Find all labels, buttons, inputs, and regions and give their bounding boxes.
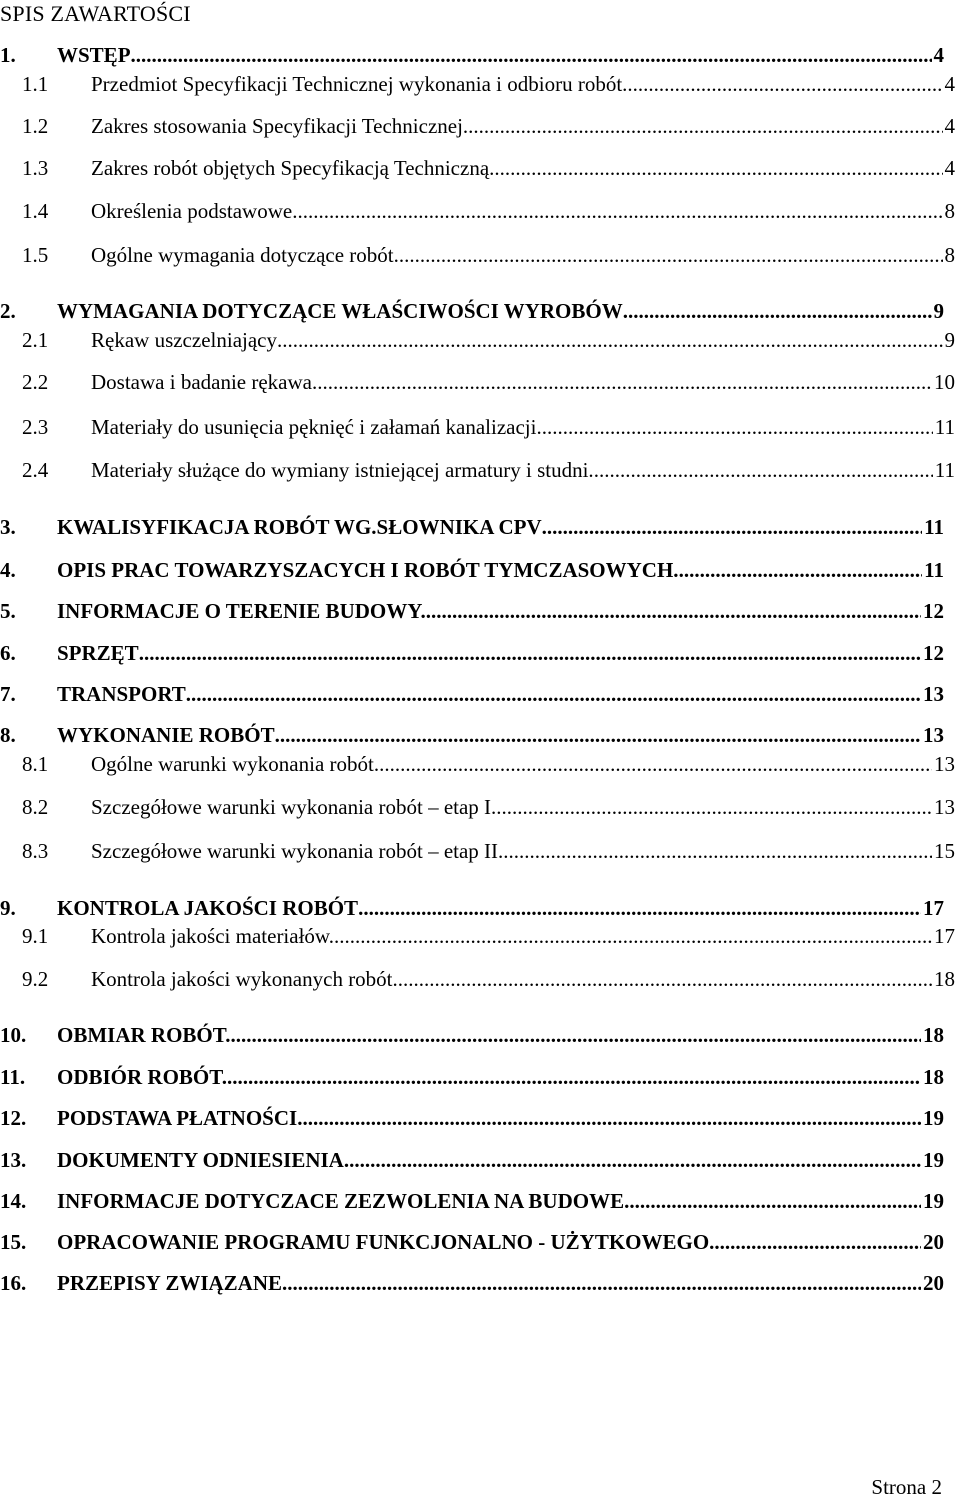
toc-title: Zakres stosowania Specyfikacji Technicznej xyxy=(91,114,463,138)
toc-page-number: 18 xyxy=(934,967,955,991)
toc-title: INFORMACJE DOTYCZACE ZEZWOLENIA NA BUDOWE. xyxy=(57,1189,630,1213)
toc-page-number: 18 xyxy=(923,1065,944,1089)
toc-title: Określenia podstawowe. xyxy=(91,199,298,223)
toc-subsection[interactable] xyxy=(22,966,955,992)
toc-page-number: 11 xyxy=(924,558,944,582)
toc-section[interactable] xyxy=(0,681,944,707)
toc-title: Szczegółowe warunki wykonania robót – etap II. xyxy=(91,839,504,863)
dot-leader xyxy=(623,298,932,324)
toc-page-number: 15 xyxy=(934,839,955,863)
toc-section[interactable] xyxy=(0,1147,944,1173)
toc-page-number: 4 xyxy=(944,114,955,138)
toc-number: 2.3 xyxy=(22,415,49,439)
toc-number: 2.1 xyxy=(22,328,49,352)
toc-title: Materiały służące do wymiany istniejącej armatury i studni. xyxy=(91,458,594,482)
page-footer: Strona 2 xyxy=(871,1475,942,1499)
toc-number: 16. xyxy=(0,1271,27,1295)
toc-section[interactable] xyxy=(0,514,944,540)
toc-number: 8.3 xyxy=(22,839,49,863)
toc-section[interactable] xyxy=(0,722,944,748)
toc-section[interactable] xyxy=(0,298,944,324)
toc-heading: SPIS ZAWARTOŚCI xyxy=(0,1,191,26)
toc-section[interactable] xyxy=(0,42,944,68)
toc-section[interactable] xyxy=(0,895,944,921)
toc-page-number: 13 xyxy=(923,723,944,747)
toc-page-number: 8 xyxy=(944,199,955,223)
dot-leader xyxy=(426,598,921,624)
toc-number: 1.5 xyxy=(22,243,49,267)
dot-leader xyxy=(398,966,932,992)
toc-number: 8.1 xyxy=(22,752,49,776)
toc-page-number: 19 xyxy=(923,1189,944,1213)
toc-title: KONTROLA JAKOŚCI ROBÓT xyxy=(57,896,359,920)
toc-title: WSTĘP xyxy=(57,43,131,67)
toc-number: 6. xyxy=(0,641,16,665)
toc-page-number: 17 xyxy=(923,896,944,920)
toc-title: INFORMACJE O TERENIE BUDOWY. xyxy=(57,599,426,623)
toc-number: 1.1 xyxy=(22,72,49,96)
toc-title: Dostawa i badanie rękawa xyxy=(91,370,312,394)
toc-title: TRANSPORT xyxy=(57,682,186,706)
toc-number: 14. xyxy=(0,1189,27,1213)
toc-section[interactable] xyxy=(0,640,944,666)
toc-page-number: 13 xyxy=(934,752,955,776)
toc-page-number: 17 xyxy=(934,924,955,948)
toc-title: OPIS PRAC TOWARZYSZACYCH I ROBÓT TYMCZASOWYCH. xyxy=(57,558,679,582)
toc-page-number: 12 xyxy=(923,641,944,665)
toc-section[interactable] xyxy=(0,598,944,624)
toc-number: 12. xyxy=(0,1106,27,1130)
dot-leader xyxy=(277,327,943,353)
dot-leader xyxy=(297,1105,921,1131)
toc-title: DOKUMENTY ODNIESIENIA. xyxy=(57,1148,350,1172)
dot-leader xyxy=(227,1064,921,1090)
toc-subsection[interactable] xyxy=(22,457,955,483)
toc-number: 10. xyxy=(0,1023,27,1047)
dot-leader xyxy=(594,457,933,483)
toc-subsection[interactable] xyxy=(22,155,955,181)
toc-number: 2.4 xyxy=(22,458,49,482)
toc-title: Ogólne warunki wykonania robót. xyxy=(91,752,380,776)
dot-leader xyxy=(349,1147,921,1173)
dot-leader xyxy=(287,1270,921,1296)
dot-leader xyxy=(679,557,923,583)
toc-number: 13. xyxy=(0,1148,27,1172)
dot-leader xyxy=(312,369,932,395)
toc-number: 3. xyxy=(0,515,16,539)
dot-leader xyxy=(131,42,932,68)
toc-section[interactable] xyxy=(0,557,944,583)
toc-page-number: 13 xyxy=(923,682,944,706)
dot-leader xyxy=(496,794,932,820)
toc-title: WYKONANIE ROBÓT xyxy=(57,723,275,747)
toc-number: 9. xyxy=(0,896,16,920)
toc-subsection[interactable] xyxy=(22,71,955,97)
dot-leader xyxy=(394,242,943,268)
toc-page-number: 11 xyxy=(934,458,955,482)
toc-subsection[interactable] xyxy=(22,923,955,949)
toc-number: 9.1 xyxy=(22,924,49,948)
toc-title: OPRACOWANIE PROGRAMU FUNKCJONALNO - UŻYTKOWEGO. xyxy=(57,1230,715,1254)
toc-subsection[interactable] xyxy=(22,369,955,395)
toc-title: ODBIÓR ROBÓT. xyxy=(57,1065,227,1089)
toc-title: SPRZĘT xyxy=(57,641,139,665)
toc-subsection[interactable] xyxy=(22,794,955,820)
toc-page-number: 9 xyxy=(944,328,955,352)
toc-title: WYMAGANIA DOTYCZĄCE WŁAŚCIWOŚCI WYROBÓW xyxy=(57,299,623,323)
toc-page-number: 4 xyxy=(933,43,944,67)
toc-page-number: 10 xyxy=(934,370,955,394)
toc-number: 5. xyxy=(0,599,16,623)
dot-leader xyxy=(230,1022,921,1048)
toc-title: PODSTAWA PŁATNOŚCI xyxy=(57,1106,298,1130)
dot-leader xyxy=(275,722,921,748)
dot-leader xyxy=(542,514,923,540)
toc-number: 9.2 xyxy=(22,967,49,991)
toc-title: OBMIAR ROBÓT. xyxy=(57,1023,231,1047)
toc-title: Zakres robót objętych Specyfikacją Techniczną xyxy=(91,156,490,180)
dot-leader xyxy=(463,113,943,139)
toc-page-number: 19 xyxy=(923,1106,944,1130)
toc-title: Rękaw uszczelniający xyxy=(91,328,277,352)
toc-page-number: 13 xyxy=(934,795,955,819)
dot-leader xyxy=(503,838,932,864)
toc-number: 1.2 xyxy=(22,114,49,138)
dot-leader xyxy=(489,155,942,181)
dot-leader xyxy=(139,640,921,666)
toc-section[interactable] xyxy=(0,1188,944,1214)
dot-leader xyxy=(334,923,932,949)
dot-leader xyxy=(714,1229,921,1255)
toc-title: PRZEPISY ZWIĄZANE. xyxy=(57,1271,288,1295)
toc-page-number: 12 xyxy=(923,599,944,623)
toc-number: 2. xyxy=(0,299,16,323)
dot-leader xyxy=(297,198,942,224)
toc-title: Materiały do usunięcia pęknięć i załamań kanalizacji xyxy=(91,415,537,439)
toc-title: KWALISYFIKACJA ROBÓT WG.SŁOWNIKA CPV xyxy=(57,515,542,539)
toc-page-number: 20 xyxy=(923,1271,944,1295)
toc-subsection[interactable] xyxy=(22,414,955,440)
toc-page-number: 9 xyxy=(933,299,944,323)
toc-subsection[interactable] xyxy=(22,751,955,777)
toc-number: 1.4 xyxy=(22,199,49,223)
toc-page-number: 20 xyxy=(923,1230,944,1254)
toc-section[interactable] xyxy=(0,1022,944,1048)
toc-subsection[interactable] xyxy=(22,198,955,224)
toc-number: 11. xyxy=(0,1065,26,1089)
toc-page-number: 8 xyxy=(944,243,955,267)
toc-section[interactable] xyxy=(0,1270,944,1296)
toc-number: 1.3 xyxy=(22,156,49,180)
dot-leader xyxy=(379,751,932,777)
toc-title: Kontrola jakości wykonanych robót. xyxy=(91,967,398,991)
toc-section[interactable] xyxy=(0,1229,944,1255)
dot-leader xyxy=(186,681,921,707)
toc-subsection[interactable] xyxy=(22,327,955,353)
toc-subsection[interactable] xyxy=(22,113,955,139)
dot-leader xyxy=(629,1188,921,1214)
toc-page-number: 4 xyxy=(944,72,955,96)
toc-number: 7. xyxy=(0,682,16,706)
toc-number: 8. xyxy=(0,723,16,747)
toc-number: 4. xyxy=(0,558,16,582)
toc-number: 1. xyxy=(0,43,16,67)
toc-title: Ogólne wymagania dotyczące robót xyxy=(91,243,394,267)
toc-section[interactable] xyxy=(0,1064,944,1090)
toc-subsection[interactable] xyxy=(22,242,955,268)
toc-title: Szczegółowe warunki wykonania robót – etap I. xyxy=(91,795,497,819)
toc-section[interactable] xyxy=(0,1105,944,1131)
toc-subsection[interactable] xyxy=(22,838,955,864)
toc-title: Przedmiot Specyfikacji Technicznej wykonania i odbioru robót xyxy=(91,72,623,96)
toc-number: 8.2 xyxy=(22,795,49,819)
toc-number: 2.2 xyxy=(22,370,49,394)
toc-title: Kontrola jakości materiałów. xyxy=(91,924,334,948)
dot-leader xyxy=(536,414,932,440)
toc-page-number: 19 xyxy=(923,1148,944,1172)
toc-page-number: 18 xyxy=(923,1023,944,1047)
toc-page-number: 11 xyxy=(934,415,955,439)
toc-page-number: 11 xyxy=(924,515,944,539)
toc-page-number: 4 xyxy=(944,156,955,180)
dot-leader xyxy=(358,895,921,921)
dot-leader xyxy=(622,71,942,97)
toc-number: 15. xyxy=(0,1230,27,1254)
